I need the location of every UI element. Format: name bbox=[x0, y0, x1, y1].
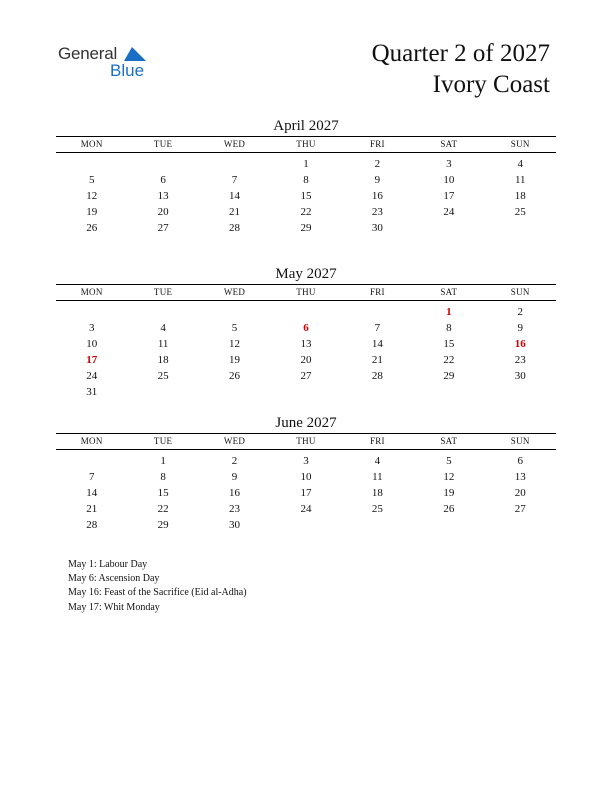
weekday-label: MON bbox=[80, 139, 103, 149]
day-cell bbox=[127, 384, 198, 400]
day-cell: 18 bbox=[157, 354, 169, 366]
day-cell: 8 bbox=[446, 322, 452, 334]
logo-triangle-icon bbox=[124, 47, 146, 61]
holiday-notes bbox=[68, 558, 247, 615]
week-row bbox=[56, 336, 556, 352]
day-cell: 30 bbox=[514, 370, 526, 382]
day-cell: 19 bbox=[443, 487, 455, 499]
day-cell: 11 bbox=[372, 471, 383, 483]
day-cell bbox=[127, 156, 198, 172]
holiday-note: May 1: Labour Day bbox=[68, 559, 148, 570]
day-cell bbox=[127, 304, 198, 320]
weekday-label: SAT bbox=[440, 287, 458, 297]
day-cell: 12 bbox=[443, 471, 455, 483]
day-cell: 1 bbox=[160, 455, 166, 467]
day-cell bbox=[485, 384, 556, 400]
holiday-note: May 16: Feast of the Sacrifice (Eid al-Adha) bbox=[68, 587, 247, 599]
holiday-note: May 17: Whit Monday bbox=[68, 601, 160, 613]
day-cell bbox=[56, 453, 127, 469]
page-title bbox=[372, 38, 550, 100]
day-cell: 7 bbox=[231, 174, 238, 186]
day-cell bbox=[485, 517, 556, 533]
weekday-header bbox=[56, 284, 556, 301]
day-cell bbox=[485, 220, 556, 236]
day-cell: 28 bbox=[371, 370, 383, 382]
weekday-label: FRI bbox=[369, 287, 385, 297]
day-cell: 7 bbox=[88, 471, 95, 483]
title-quarter: Quarter 2 of 2027 bbox=[371, 40, 550, 67]
week-row bbox=[56, 304, 556, 320]
day-cell: 25 bbox=[371, 503, 383, 515]
day-cell bbox=[342, 384, 413, 400]
weekday-label: MON bbox=[80, 436, 103, 446]
day-cell: 10 bbox=[443, 174, 455, 186]
day-cell: 23 bbox=[514, 354, 526, 366]
day-cell: 12 bbox=[86, 190, 98, 202]
day-cell bbox=[56, 304, 127, 320]
month-june bbox=[56, 413, 556, 533]
day-cell: 27 bbox=[514, 503, 526, 515]
week-row bbox=[56, 352, 556, 368]
day-cell: 25 bbox=[157, 370, 169, 382]
day-cell: 8 bbox=[160, 471, 166, 483]
weekday-label: FRI bbox=[369, 436, 385, 446]
day-cell: 26 bbox=[86, 222, 98, 234]
day-cell bbox=[342, 304, 413, 320]
day-cell: 16 bbox=[229, 487, 241, 499]
day-cell bbox=[270, 517, 341, 533]
week-row bbox=[56, 469, 556, 485]
day-cell: 7 bbox=[374, 322, 381, 334]
week-row bbox=[56, 220, 556, 236]
day-cell: 13 bbox=[157, 190, 169, 202]
weekday-header bbox=[56, 433, 556, 450]
day-cell: 17 bbox=[443, 190, 455, 202]
day-cell: 22 bbox=[157, 503, 169, 515]
week-row bbox=[56, 188, 556, 204]
weekday-header bbox=[56, 136, 556, 153]
day-cell bbox=[199, 384, 270, 400]
day-cell: 6 bbox=[303, 322, 309, 334]
day-cell: 30 bbox=[229, 519, 241, 531]
generalblue-logo bbox=[58, 44, 158, 80]
day-cell: 16 bbox=[514, 338, 526, 350]
day-cell bbox=[270, 384, 341, 400]
day-cell: 15 bbox=[157, 487, 169, 499]
title-country: Ivory Coast bbox=[432, 71, 550, 98]
day-cell: 4 bbox=[374, 455, 381, 467]
day-cell: 9 bbox=[231, 471, 238, 483]
day-cell bbox=[199, 304, 270, 320]
weekday-label: WED bbox=[223, 436, 246, 446]
day-cell: 21 bbox=[86, 503, 98, 515]
day-cell: 4 bbox=[160, 322, 166, 334]
weekday-label: THU bbox=[296, 287, 316, 297]
day-cell: 8 bbox=[303, 174, 309, 186]
day-cell: 26 bbox=[229, 370, 241, 382]
day-cell: 22 bbox=[443, 354, 455, 366]
day-cell: 20 bbox=[300, 354, 312, 366]
day-cell: 5 bbox=[446, 455, 452, 467]
weekday-label: THU bbox=[296, 139, 316, 149]
weekday-label: WED bbox=[223, 139, 246, 149]
holiday-note: May 6: Ascension Day bbox=[68, 573, 160, 585]
day-cell: 5 bbox=[231, 322, 238, 334]
day-cell: 23 bbox=[229, 503, 241, 515]
day-cell: 4 bbox=[517, 158, 523, 170]
week-row bbox=[56, 172, 556, 188]
day-cell: 27 bbox=[157, 222, 169, 234]
week-row bbox=[56, 204, 556, 220]
weekday-label: SUN bbox=[510, 436, 530, 446]
day-cell bbox=[199, 156, 270, 172]
weekday-label: SUN bbox=[510, 139, 530, 149]
week-row bbox=[56, 320, 556, 336]
day-cell: 10 bbox=[300, 471, 312, 483]
day-cell: 14 bbox=[371, 338, 383, 350]
day-cell: 9 bbox=[517, 322, 523, 334]
week-row bbox=[56, 501, 556, 517]
day-cell: 29 bbox=[443, 370, 455, 382]
month-may bbox=[56, 264, 556, 400]
week-row bbox=[56, 156, 556, 172]
week-row bbox=[56, 368, 556, 384]
day-cell: 3 bbox=[446, 158, 452, 170]
day-cell: 19 bbox=[229, 354, 241, 366]
day-cell: 28 bbox=[86, 519, 98, 531]
weekday-label: TUE bbox=[153, 139, 173, 149]
day-cell: 22 bbox=[300, 206, 312, 218]
day-cell: 10 bbox=[86, 338, 98, 350]
day-cell: 23 bbox=[371, 206, 383, 218]
month-name: April 2027 bbox=[273, 118, 339, 134]
day-cell: 30 bbox=[371, 222, 383, 234]
day-cell bbox=[413, 384, 484, 400]
weekday-label: TUE bbox=[153, 436, 173, 446]
day-cell: 21 bbox=[371, 354, 383, 366]
day-cell: 24 bbox=[443, 206, 455, 218]
weekday-label: SUN bbox=[510, 287, 530, 297]
weekday-label: SAT bbox=[440, 436, 458, 446]
day-cell: 5 bbox=[88, 174, 95, 186]
day-cell: 1 bbox=[303, 158, 309, 170]
weekday-label: FRI bbox=[369, 139, 385, 149]
weekday-label: SAT bbox=[440, 139, 458, 149]
day-cell: 29 bbox=[300, 222, 312, 234]
day-cell: 2 bbox=[374, 158, 381, 170]
day-cell: 29 bbox=[157, 519, 169, 531]
day-cell: 19 bbox=[86, 206, 98, 218]
day-cell: 18 bbox=[371, 487, 383, 499]
day-cell: 9 bbox=[374, 174, 381, 186]
day-cell: 20 bbox=[157, 206, 169, 218]
day-cell: 3 bbox=[303, 455, 309, 467]
day-cell: 28 bbox=[229, 222, 241, 234]
day-cell: 17 bbox=[300, 487, 312, 499]
week-row bbox=[56, 384, 556, 400]
day-cell bbox=[56, 156, 127, 172]
day-cell: 26 bbox=[443, 503, 455, 515]
day-cell: 13 bbox=[300, 338, 312, 350]
day-cell: 20 bbox=[514, 487, 526, 499]
day-cell: 15 bbox=[300, 190, 312, 202]
weekday-label: TUE bbox=[153, 287, 173, 297]
day-cell: 1 bbox=[446, 306, 452, 318]
week-row bbox=[56, 517, 556, 533]
weekday-label: WED bbox=[223, 287, 246, 297]
day-cell: 2 bbox=[231, 455, 238, 467]
day-cell: 25 bbox=[514, 206, 526, 218]
weekday-label: MON bbox=[80, 287, 103, 297]
day-cell: 21 bbox=[229, 206, 241, 218]
day-cell bbox=[270, 304, 341, 320]
week-row bbox=[56, 485, 556, 501]
week-row bbox=[56, 453, 556, 469]
day-cell: 24 bbox=[86, 370, 98, 382]
day-cell: 17 bbox=[86, 354, 98, 366]
day-cell: 12 bbox=[229, 338, 241, 350]
day-cell: 18 bbox=[514, 190, 526, 202]
logo-text-blue: Blue bbox=[110, 61, 145, 80]
day-cell: 31 bbox=[86, 386, 98, 398]
logo-text-general: General bbox=[58, 44, 118, 63]
weekday-label: THU bbox=[296, 436, 316, 446]
day-cell: 14 bbox=[86, 487, 98, 499]
day-cell bbox=[413, 517, 484, 533]
day-cell bbox=[342, 517, 413, 533]
month-name: May 2027 bbox=[275, 266, 337, 282]
day-cell: 2 bbox=[517, 306, 523, 318]
day-cell: 16 bbox=[371, 190, 383, 202]
day-cell: 6 bbox=[517, 455, 523, 467]
day-cell: 13 bbox=[514, 471, 526, 483]
day-cell: 3 bbox=[88, 322, 95, 334]
day-cell: 6 bbox=[160, 174, 166, 186]
day-cell: 27 bbox=[300, 370, 312, 382]
day-cell: 14 bbox=[229, 190, 241, 202]
month-april bbox=[56, 116, 556, 236]
day-cell bbox=[413, 220, 484, 236]
month-name: June 2027 bbox=[275, 415, 337, 431]
day-cell: 11 bbox=[157, 338, 169, 350]
day-cell: 11 bbox=[514, 174, 526, 186]
day-cell: 24 bbox=[300, 503, 312, 515]
day-cell: 15 bbox=[443, 338, 455, 350]
